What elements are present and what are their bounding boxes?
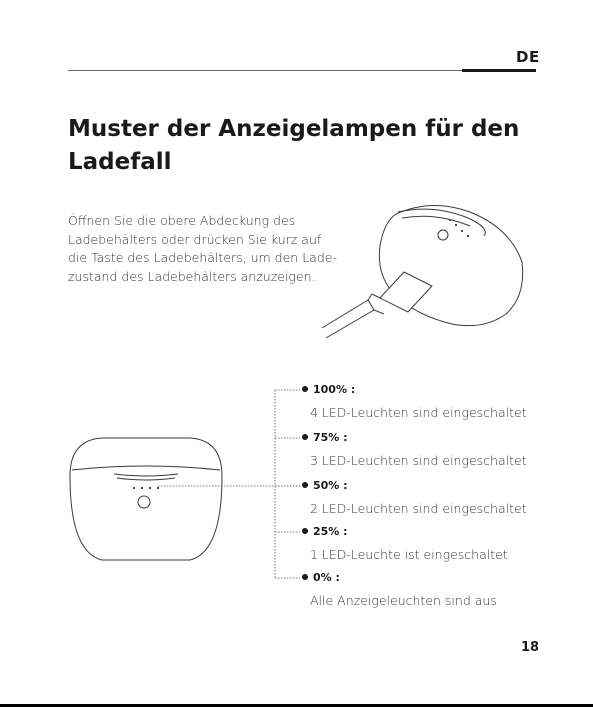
intro-line: zustand des Ladebehälters anzuzeigen. <box>68 268 316 284</box>
led-level-description: Alle Anzeigeleuchten sind aus <box>310 593 497 608</box>
led-level-50 <box>302 479 527 516</box>
led-level-0 <box>302 571 497 608</box>
led-level-description: 1 LED-Leuchte ist eingeschaltet <box>310 547 508 562</box>
led-level-description: 4 LED-Leuchten sind eingeschaltet <box>310 405 527 420</box>
intro-line: Ladebehälters oder drücken Sie kurz auf <box>68 231 322 247</box>
led-level-description: 3 LED-Leuchten sind eingeschaltet <box>310 453 527 468</box>
intro-line: die Taste des Ladebehälters, um den Lade- <box>68 250 337 265</box>
language-tag: DE <box>516 48 540 66</box>
led-level-label: 50% : <box>302 479 527 493</box>
led-level-25 <box>302 525 508 562</box>
bullet-icon <box>302 386 308 392</box>
led-level-description: 2 LED-Leuchten sind eingeschaltet <box>310 501 527 516</box>
bullet-icon <box>302 574 308 580</box>
led-level-label: 100% : <box>302 383 527 397</box>
charging-case-front-illustration <box>70 438 222 560</box>
bullet-icon <box>302 482 308 488</box>
page-number: 18 <box>521 640 540 655</box>
led-level-label: 0% : <box>302 571 497 585</box>
charging-case-cable-illustration <box>322 205 523 338</box>
page-title: Muster der Anzeigelampen für den Ladefall <box>68 116 520 175</box>
led-level-75 <box>302 431 527 468</box>
led-level-label: 75% : <box>302 431 527 445</box>
led-level-100 <box>302 383 527 420</box>
led-level-label: 25% : <box>302 525 508 539</box>
bullet-icon <box>302 434 308 440</box>
bullet-icon <box>302 528 308 534</box>
intro-line: Öffnen Sie die obere Abdeckung des <box>68 213 296 228</box>
